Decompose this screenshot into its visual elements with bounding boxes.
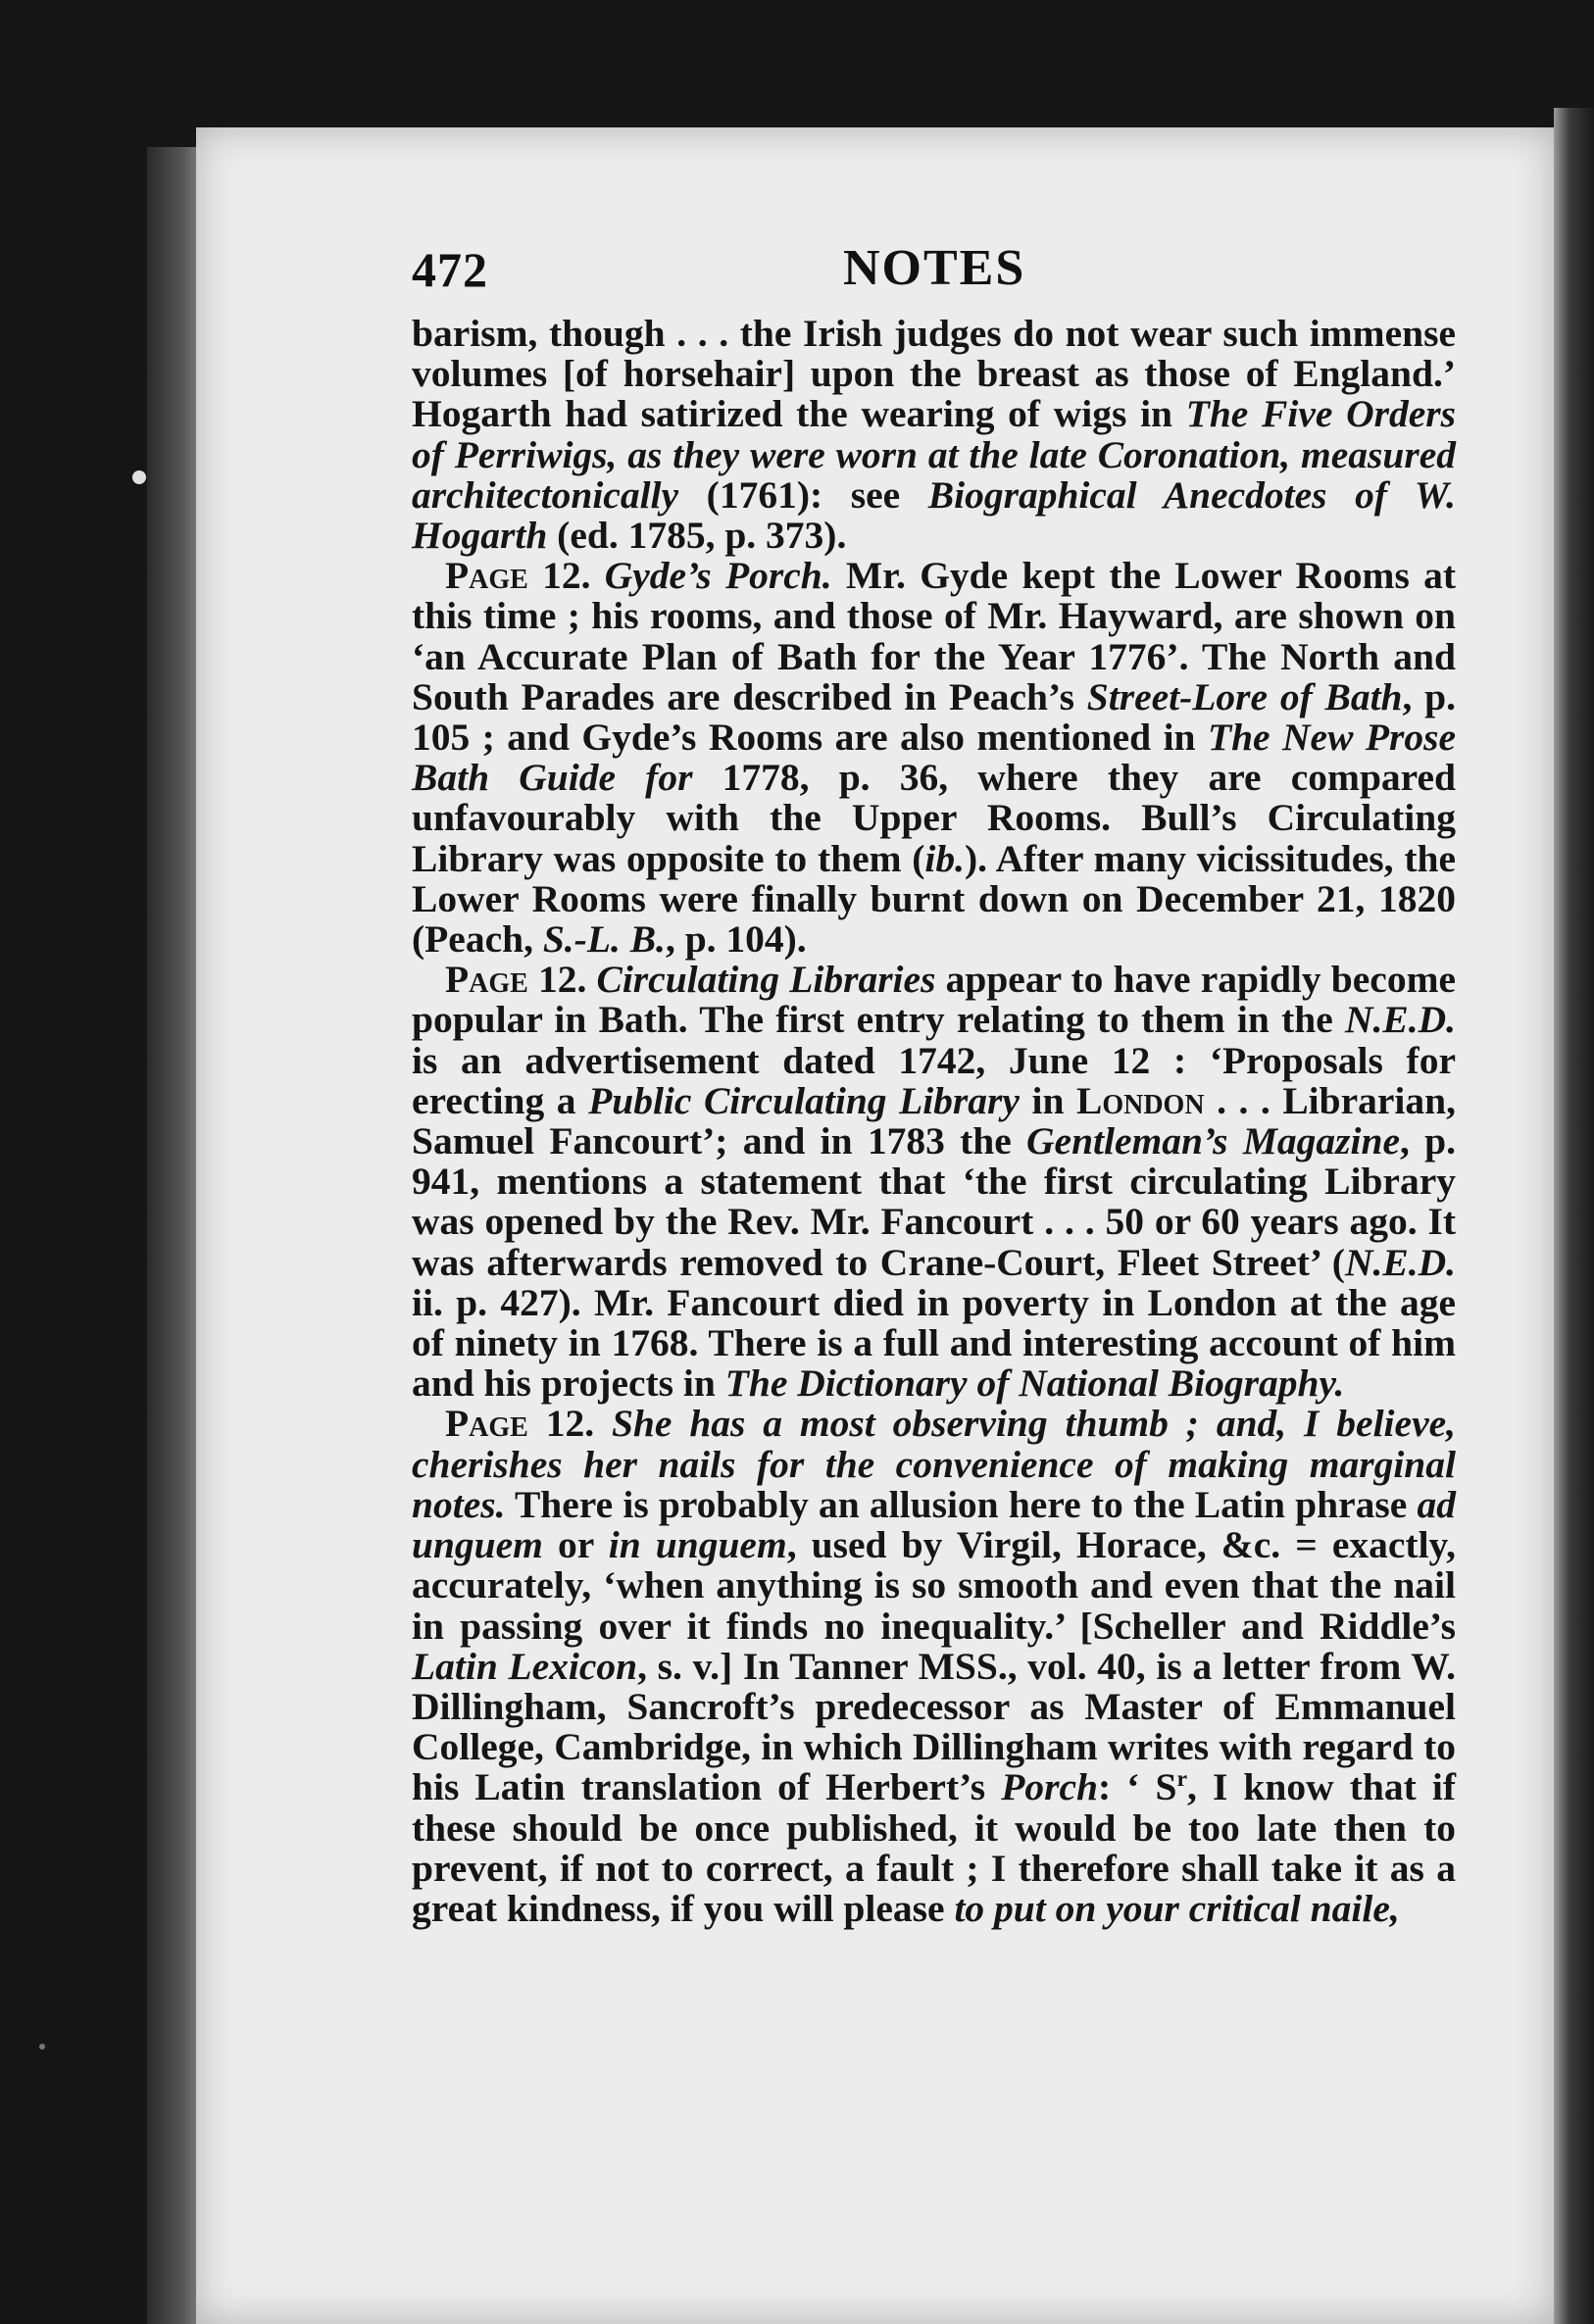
text-run: (1761): see — [678, 472, 928, 517]
italic-text: ib. — [924, 836, 966, 880]
text-run: There is probably an allusion here to the Latin phrase — [505, 1482, 1418, 1526]
small-caps-text: London — [1075, 1078, 1205, 1122]
text-run: or — [542, 1523, 609, 1567]
italic-text: in unguem — [608, 1523, 787, 1567]
small-caps-text: Page — [445, 1402, 528, 1446]
italic-text: N.E.D. — [1344, 1240, 1456, 1284]
italic-text: Biographical Anecdotes of W. Hogarth — [412, 472, 1456, 558]
text-run: , I know that if these should be once published, it would be too late then to prevent, if not to correct, a fault ; I therefore shall take it as a great kindness, if you will please — [412, 1765, 1456, 1930]
italic-text: to put on your critical naile, — [954, 1886, 1400, 1930]
paragraph — [412, 1404, 1456, 1929]
text-run: , p. 105 ; and Gyde’s Rooms are also mentioned in — [412, 674, 1457, 760]
italic-text: Gentleman’s Magazine — [1026, 1119, 1401, 1163]
text-run: , p. 941, mentions a statement that ‘the first circulating Library was opened by the Rev. Mr. Fancourt . . . 50 or 60 years ago. It was afterwards removed to Crane-Court, Fleet Street’ ( — [412, 1119, 1457, 1284]
italic-text: Street-Lore of Bath — [1086, 674, 1403, 718]
notes-body — [412, 314, 1456, 1929]
text-run: is an advertisement dated 1742, June 12 : ‘Proposals for erecting a — [412, 1038, 1456, 1122]
paragraph — [412, 960, 1456, 1404]
text-run: , s. v.] In Tanner MSS., vol. 40, is a letter from W. Dillingham, Sancroft’s predecessor as Master of Emmanuel College, Cambridge, in which Dillingham writes with regard to his Latin translation of Herbert’s — [412, 1644, 1457, 1809]
text-run: 1778, p. 36, where they are compared unfavourably with the Upper Rooms. Bull’s Circulating Library was opposite to them ( — [412, 756, 1456, 880]
italic-text: Public Circulating Library — [588, 1078, 1020, 1122]
page-heading: NOTES — [843, 240, 1026, 296]
text-run: appear to have rapidly become popular in Bath. The first entry relating to them in the — [412, 958, 1457, 1042]
text-run: 12. — [527, 958, 597, 1002]
italic-text: Gyde’s Porch. — [604, 554, 832, 598]
italic-text: Latin Lexicon — [412, 1644, 638, 1688]
text-run: 12. — [527, 1402, 612, 1446]
page-edge-shadow — [1554, 108, 1594, 2324]
paragraph — [412, 314, 1456, 556]
italic-text: She has a most observing thumb ; and, I believe, cherishes her nails for the convenience of making marginal notes. — [412, 1402, 1457, 1526]
text-run: in — [1019, 1078, 1076, 1122]
small-caps-text: Page — [445, 554, 528, 598]
scan-speck — [39, 2044, 45, 2050]
scan-speck — [132, 470, 146, 484]
italic-text: Porch — [1001, 1765, 1099, 1809]
italic-text: The New Prose Bath Guide for — [412, 716, 1456, 800]
text-run: ii. p. 427). Mr. Fancourt died in poverty in London at the age of ninety in 1768. There is a full and interesting account of him and his projects in — [412, 1280, 1456, 1406]
paragraph — [412, 556, 1456, 960]
italic-text: N.E.D. — [1344, 998, 1456, 1042]
text-run: . . . Librarian, Samuel Fancourt’; and in 1783 the — [412, 1078, 1457, 1163]
page-number: 472 — [412, 242, 488, 297]
text-run: ). After many vicissitudes, the Lower Rooms were finally burnt down on December 21, 1820 (Peach, — [412, 836, 1456, 962]
small-caps-text: Page — [445, 958, 528, 1002]
text-run: (ed. 1785, p. 373). — [547, 514, 847, 558]
text-run: , p. 104). — [665, 917, 807, 962]
italic-text: The Five Orders of Perriwigs, as they were worn at the late Coronation, measured architectonically — [412, 392, 1456, 517]
text-run: 12. — [527, 554, 605, 598]
text-run: Mr. Gyde kept the Lower Rooms at this time ; his rooms, and those of Mr. Hayward, are shown on ‘an Accurate Plan of Bath for the Year 1776’. The North and South Parades are described in Peach’s — [412, 554, 1457, 718]
text-run: barism, though . . . the Irish judges do not wear such immense volumes [of horsehair] upon the breast as those of England.’ Hogarth had satirized the wearing of wigs in — [412, 312, 1456, 436]
text-run: , used by Virgil, Horace, &c. = exactly, accurately, ‘when anything is so smooth and even that the nail in passing over it finds no inequality.’ [Scheller and Riddle’s — [412, 1523, 1456, 1648]
italic-text: ad unguem — [412, 1482, 1456, 1567]
italic-text: Circulating Libraries — [596, 958, 936, 1002]
text-run: r — [1176, 1766, 1187, 1793]
running-head — [412, 231, 1490, 320]
text-run: : ‘ S — [1098, 1765, 1177, 1809]
italic-text: S.-L. B. — [542, 917, 666, 962]
italic-text: The Dictionary of National Biography. — [724, 1361, 1345, 1406]
